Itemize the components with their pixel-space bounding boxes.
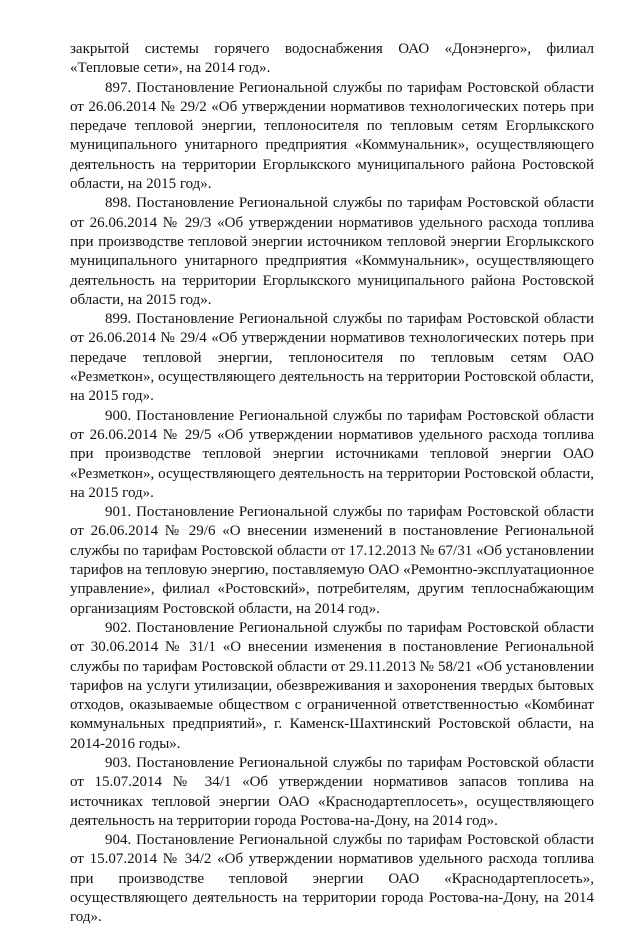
item-number: 898. bbox=[105, 195, 132, 212]
item-text: Постановление Региональной службы по тарифам Ростовской области от 15.07.2014 № 34/1 «Об утверждении нормативов запасов топлива на источниках тепловой энергии ОАО «Краснодартеплосеть», осуществляющего деятельность на территории города Ростова-на-Дону, на 2014 год». bbox=[70, 754, 594, 829]
item-text: Постановление Региональной службы по тарифам Ростовской области от 15.07.2014 № 34/2 «Об утверждении нормативов удельного расхода топлива при производстве тепловой энергии ОАО «Краснодартеплосеть», осуществляющего деятельность на территории города Ростова-на-Дону, на 2014 год». bbox=[70, 832, 594, 926]
list-item-899 bbox=[70, 310, 594, 406]
list-item-901 bbox=[70, 503, 594, 619]
list-item-900 bbox=[70, 407, 594, 503]
item-number: 902. bbox=[105, 619, 132, 636]
list-item-897 bbox=[70, 79, 594, 195]
item-number: 901. bbox=[105, 504, 132, 521]
document-page bbox=[70, 40, 594, 928]
item-text: Постановление Региональной службы по тарифам Ростовской области от 30.06.2014 № 31/1 «О внесении изменения в постановление Региональной службы по тарифам Ростовской области от 29.11.2013 № 58/21 «Об установлении тарифов на услуги утилизации, обезвреживания и захоронения твердых бытовых отходов, оказываемые обществом с ограниченной ответственностью «Комбинат коммунальных предприятий», г. Каменск-Шахтинский Ростовской области, на 2014-2016 годы». bbox=[70, 619, 594, 752]
item-number: 904. bbox=[105, 832, 132, 849]
item-number: 903. bbox=[105, 754, 132, 771]
continuation-paragraph: закрытой системы горячего водоснабжения ОАО «Донэнерго», филиал «Тепловые сети», на 2014 год». bbox=[70, 41, 594, 77]
item-text: Постановление Региональной службы по тарифам Ростовской области от 26.06.2014 № 29/4 «Об утверждении нормативов технологических потерь при передаче тепловой энергии, теплоносителя по тепловым сетям ОАО «Резметкон», осуществляющего деятельность на территории Ростовской области, на 2015 год». bbox=[70, 311, 594, 405]
item-text: Постановление Региональной службы по тарифам Ростовской области от 26.06.2014 № 29/2 «Об утверждении нормативов технологических потерь при передаче тепловой энергии, теплоносителя по тепловым сетям Егорлыкского муниципального унитарного предприятия «Коммунальник», осуществляющего деятельность на территории Егорлыкского муниципального района Ростовской области, на 2015 год». bbox=[70, 79, 594, 193]
item-text: Постановление Региональной службы по тарифам Ростовской области от 26.06.2014 № 29/5 «Об утверждении нормативов удельного расхода топлива при производстве тепловой энергии источниками тепловой энергии ОАО «Резметкон», осуществляющего деятельность на территории Ростовской области, на 2015 год». bbox=[70, 407, 594, 501]
item-number: 900. bbox=[105, 407, 132, 424]
list-item-898 bbox=[70, 194, 594, 310]
item-number: 897. bbox=[105, 79, 132, 96]
list-item-902 bbox=[70, 619, 594, 754]
item-text: Постановление Региональной службы по тарифам Ростовской области от 26.06.2014 № 29/6 «О внесении изменений в постановление Региональной службы по тарифам Ростовской области от 17.12.2013 № 67/31 «Об установлении тарифов на тепловую энергию, поставляемую ОАО «Ремонтно-эксплуатационное управление», филиал «Ростовский», потребителям, другим теплоснабжающим организациям Ростовской области, на 2014 год». bbox=[70, 504, 594, 617]
item-number: 899. bbox=[105, 311, 132, 328]
list-item-903 bbox=[70, 754, 594, 831]
list-item-904 bbox=[70, 831, 594, 927]
item-text: Постановление Региональной службы по тарифам Ростовской области от 26.06.2014 № 29/3 «Об утверждении нормативов удельного расхода топлива при производстве тепловой энергии источником тепловой энергии Егорлыкского муниципального унитарного предприятия «Коммунальник», осуществляющего деятельность на территории Егорлыкского муниципального района Ростовской области, на 2015 год». bbox=[70, 195, 594, 308]
